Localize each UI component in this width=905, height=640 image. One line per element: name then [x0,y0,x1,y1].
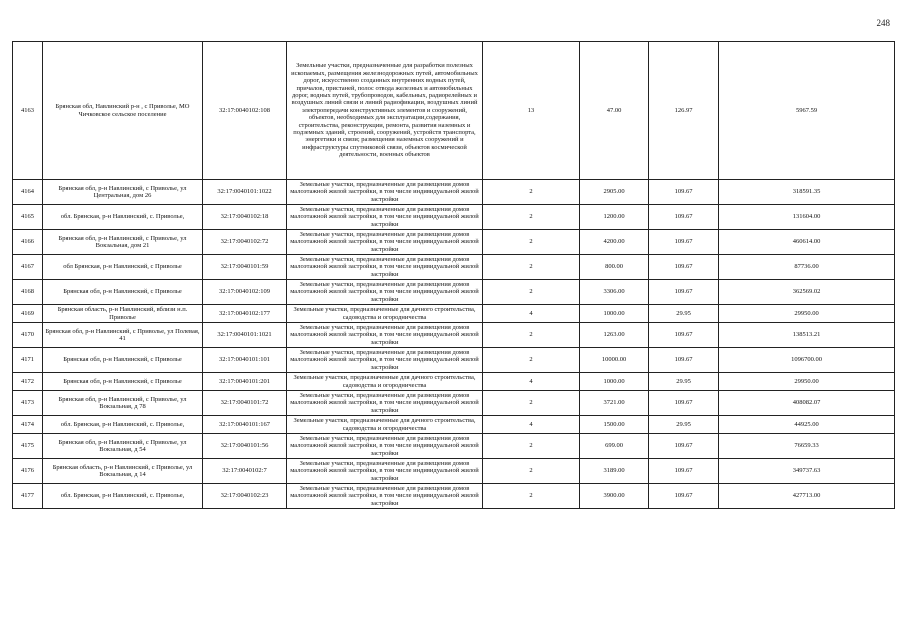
row-number-cell: 4175 [13,434,43,459]
address-cell: Брянская обл, р-н Навлинский, с Приволье, ул Полевая, 41 [43,323,203,348]
specific-value-cell: 126.97 [649,42,719,180]
category-code-cell: 2 [483,323,580,348]
area-cell: 3721.00 [580,391,649,416]
table-body [13,42,895,509]
cadastral-value-cell: 318591.35 [719,180,895,205]
cadastral-number-cell: 32:17:0040102:108 [203,42,287,180]
cadastral-value-cell: 427713.00 [719,484,895,509]
specific-value-cell: 109.67 [649,323,719,348]
cadastral-number-cell: 32:17:0040101:72 [203,391,287,416]
specific-value-cell: 29.95 [649,416,719,434]
table-row [13,280,895,305]
cadastral-number-cell: 32:17:0040102:177 [203,305,287,323]
category-code-cell: 2 [483,459,580,484]
area-cell: 4200.00 [580,230,649,255]
table-row [13,323,895,348]
area-cell: 47.00 [580,42,649,180]
specific-value-cell: 109.67 [649,484,719,509]
area-cell: 2905.00 [580,180,649,205]
permitted-use-cell: Земельные участки, предназначенные для размещения домов малоэтажной жилой застройки, в том числе индивидуальной жилой застройки [287,205,483,230]
specific-value-cell: 29.95 [649,373,719,391]
table-row [13,373,895,391]
cadastral-value-cell: 44925.00 [719,416,895,434]
category-code-cell: 4 [483,373,580,391]
row-number-cell: 4168 [13,280,43,305]
cadastral-number-cell: 32:17:0040101:56 [203,434,287,459]
table-row [13,230,895,255]
permitted-use-cell: Земельные участки, предназначенные для размещения домов малоэтажной жилой застройки, в том числе индивидуальной жилой застройки [287,180,483,205]
cadastral-value-cell: 408082.07 [719,391,895,416]
table-row [13,180,895,205]
cadastral-number-cell: 32:17:0040101:59 [203,255,287,280]
table-row [13,391,895,416]
cadastral-number-cell: 32:17:0040101:201 [203,373,287,391]
permitted-use-cell: Земельные участки, предназначенные для размещения домов малоэтажной жилой застройки, в том числе индивидуальной жилой застройки [287,459,483,484]
table-row [13,305,895,323]
address-cell: Брянская обл, р-н Навлинский, с Приволье, ул Центральная, дом 26 [43,180,203,205]
category-code-cell: 2 [483,434,580,459]
specific-value-cell: 109.67 [649,434,719,459]
table-row [13,484,895,509]
table-row [13,42,895,180]
cadastral-value-cell: 5967.59 [719,42,895,180]
permitted-use-cell: Земельные участки, предназначенные для разработки полезных ископаемых, размещения железнодорожных путей, автомобильных дорог, искусственно созданных внутренних водных путей, причалов, пристаней, полос отвода железных и автомобильных дорог, водных путей, трубопроводов, кабельных, радиорелейных и воздушных линий связи и линий радиофикации, воздушных линий электропередачи конструктивных элементов и сооружений, объектов, необходимых для эксплуатации,содержания, строительства, реконструкции, ремонта, развития наземных и подземных зданий, строений, сооружений, устройств транспорта, энергетики и связи; размещения наземных сооружений и инфраструктуры спутниковой связи, объектов космической деятельности, военных объектов [287,42,483,180]
row-number-cell: 4171 [13,348,43,373]
address-cell: Брянская обл, р-н Навлинский, с Приволье [43,280,203,305]
specific-value-cell: 109.67 [649,459,719,484]
category-code-cell: 2 [483,205,580,230]
row-number-cell: 4177 [13,484,43,509]
permitted-use-cell: Земельные участки, предназначенные для размещения домов малоэтажной жилой застройки, в том числе индивидуальной жилой застройки [287,434,483,459]
category-code-cell: 13 [483,42,580,180]
row-number-cell: 4174 [13,416,43,434]
table-row [13,255,895,280]
row-number-cell: 4173 [13,391,43,416]
permitted-use-cell: Земельные участки, предназначенные для дачного строительства, садоводства и огородничества [287,305,483,323]
category-code-cell: 4 [483,416,580,434]
category-code-cell: 2 [483,391,580,416]
category-code-cell: 2 [483,348,580,373]
address-cell: Брянская обл, р-н Навлинский, с Приволье, ул Вокзальная, д 54 [43,434,203,459]
cadastral-value-cell: 76659.33 [719,434,895,459]
category-code-cell: 2 [483,255,580,280]
cadastral-number-cell: 32:17:0040102:109 [203,280,287,305]
area-cell: 1263.00 [580,323,649,348]
area-cell: 3900.00 [580,484,649,509]
table-row [13,205,895,230]
permitted-use-cell: Земельные участки, предназначенные для размещения домов малоэтажной жилой застройки, в том числе индивидуальной жилой застройки [287,391,483,416]
cadastral-value-cell: 29950.00 [719,373,895,391]
address-cell: обл. Брянская, р-н Навлинский, с. Приволье, [43,484,203,509]
table-row [13,434,895,459]
specific-value-cell: 109.67 [649,255,719,280]
area-cell: 800.00 [580,255,649,280]
cadastral-number-cell: 32:17:0040102:7 [203,459,287,484]
area-cell: 3189.00 [580,459,649,484]
permitted-use-cell: Земельные участки, предназначенные для размещения домов малоэтажной жилой застройки, в том числе индивидуальной жилой застройки [287,484,483,509]
permitted-use-cell: Земельные участки, предназначенные для размещения домов малоэтажной жилой застройки, в том числе индивидуальной жилой застройки [287,230,483,255]
table-row [13,348,895,373]
row-number-cell: 4164 [13,180,43,205]
address-cell: Брянская область, р-н Навлинский, с Приволье, ул Вокзальная, д 14 [43,459,203,484]
cadastral-number-cell: 32:17:0040102:18 [203,205,287,230]
specific-value-cell: 109.67 [649,180,719,205]
specific-value-cell: 109.67 [649,280,719,305]
address-cell: Брянская обл, р-н Навлинский, с Приволье, ул Вокзальная, дом 21 [43,230,203,255]
address-cell: обл Брянская, р-н Навлинский, с Приволье [43,255,203,280]
page-number: 248 [876,18,890,28]
specific-value-cell: 109.67 [649,205,719,230]
area-cell: 1000.00 [580,305,649,323]
permitted-use-cell: Земельные участки, предназначенные для размещения домов малоэтажной жилой застройки, в том числе индивидуальной жилой застройки [287,323,483,348]
permitted-use-cell: Земельные участки, предназначенные для размещения домов малоэтажной жилой застройки, в том числе индивидуальной жилой застройки [287,348,483,373]
category-code-cell: 2 [483,280,580,305]
cadastral-value-cell: 1096700.00 [719,348,895,373]
category-code-cell: 2 [483,230,580,255]
table-row [13,459,895,484]
cadastral-number-cell: 32:17:0040102:23 [203,484,287,509]
permitted-use-cell: Земельные участки, предназначенные для размещения домов малоэтажной жилой застройки, в том числе индивидуальной жилой застройки [287,255,483,280]
row-number-cell: 4163 [13,42,43,180]
cadastral-number-cell: 32:17:0040101:1021 [203,323,287,348]
address-cell: Брянская обл, Навлинский р-н , с Приволье, МО Чичковское сельское поселение [43,42,203,180]
category-code-cell: 2 [483,180,580,205]
area-cell: 10000.00 [580,348,649,373]
land-plots-table [12,41,895,509]
cadastral-value-cell: 362569.02 [719,280,895,305]
cadastral-value-cell: 29950.00 [719,305,895,323]
row-number-cell: 4169 [13,305,43,323]
address-cell: обл. Брянская, р-н Навлинский, с. Приволье, [43,416,203,434]
permitted-use-cell: Земельные участки, предназначенные для дачного строительства, садоводства и огородничества [287,416,483,434]
cadastral-number-cell: 32:17:0040101:167 [203,416,287,434]
specific-value-cell: 109.67 [649,391,719,416]
cadastral-value-cell: 460614.00 [719,230,895,255]
permitted-use-cell: Земельные участки, предназначенные для дачного строительства, садоводства и огородничества [287,373,483,391]
cadastral-value-cell: 131604.00 [719,205,895,230]
area-cell: 1200.00 [580,205,649,230]
area-cell: 3306.00 [580,280,649,305]
row-number-cell: 4166 [13,230,43,255]
address-cell: обл. Брянская, р-н Навлинский, с. Приволье, [43,205,203,230]
cadastral-value-cell: 138513.21 [719,323,895,348]
area-cell: 1500.00 [580,416,649,434]
address-cell: Брянская обл, р-н Навлинский, с Приволье [43,373,203,391]
row-number-cell: 4176 [13,459,43,484]
area-cell: 699.00 [580,434,649,459]
cadastral-value-cell: 87736.00 [719,255,895,280]
row-number-cell: 4172 [13,373,43,391]
cadastral-number-cell: 32:17:0040102:72 [203,230,287,255]
address-cell: Брянская обл, р-н Навлинский, с Приволье [43,348,203,373]
table-row [13,416,895,434]
specific-value-cell: 109.67 [649,348,719,373]
cadastral-value-cell: 349737.63 [719,459,895,484]
cadastral-number-cell: 32:17:0040101:101 [203,348,287,373]
specific-value-cell: 29.95 [649,305,719,323]
permitted-use-cell: Земельные участки, предназначенные для размещения домов малоэтажной жилой застройки, в том числе индивидуальной жилой застройки [287,280,483,305]
area-cell: 1000.00 [580,373,649,391]
category-code-cell: 4 [483,305,580,323]
address-cell: Брянская обл, р-н Навлинский, с Приволье, ул Вокзальная, д 78 [43,391,203,416]
category-code-cell: 2 [483,484,580,509]
row-number-cell: 4170 [13,323,43,348]
cadastral-number-cell: 32:17:0040101:1022 [203,180,287,205]
row-number-cell: 4167 [13,255,43,280]
address-cell: Брянская область, р-н Навлинский, вблизи н.п. Приволье [43,305,203,323]
specific-value-cell: 109.67 [649,230,719,255]
row-number-cell: 4165 [13,205,43,230]
